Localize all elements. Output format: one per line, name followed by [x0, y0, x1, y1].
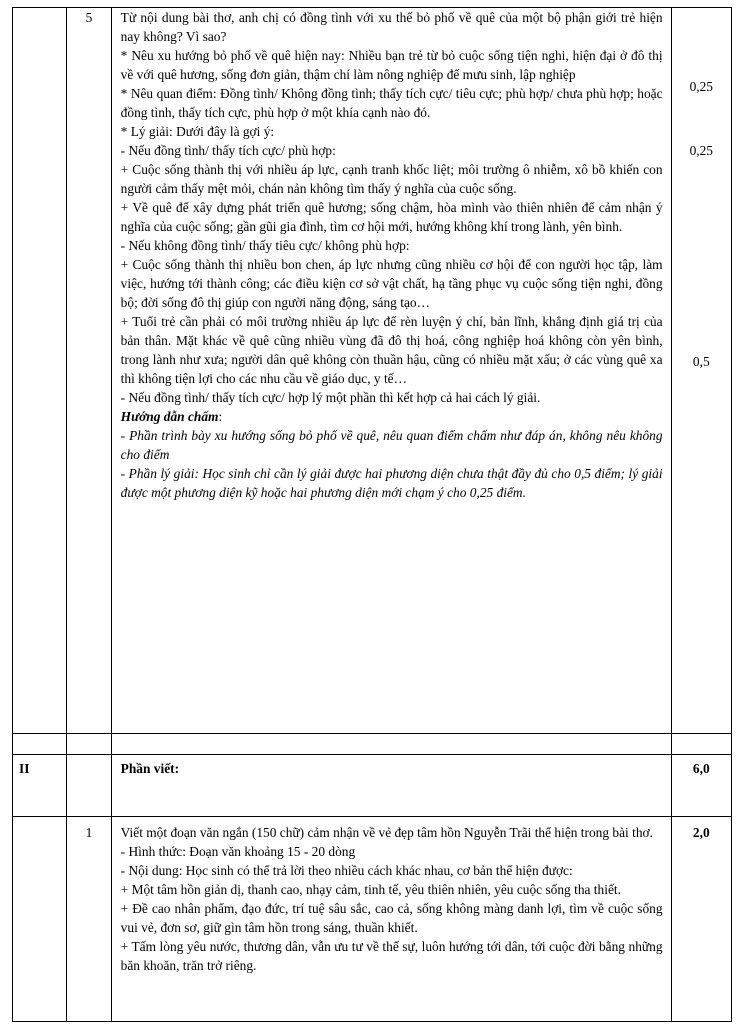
question-1-score: 2,0 [692, 825, 710, 840]
part-2-title: Phần viết: [120, 761, 180, 776]
part-2-title-cell [111, 755, 671, 817]
question-1-form: - Hình thức: Đoạn văn khoảng 15 - 20 dòng [120, 844, 356, 859]
grading-guide-2: - Phần lý giải: Học sinh chỉ cần lý giải được hai phương diện chưa thật đầy đủ cho 0,5 điểm; lý giải được một phương diện kỹ hoặc hai phương diện mới chạm ý cho 0,25 điểm. [120, 466, 663, 500]
question-1-content: - Nội dung: Học sinh có thể trả lời theo nhiều cách khác nhau, cơ bản thể hiện được: [120, 863, 573, 878]
question-1-score-cell [671, 817, 731, 1022]
score-reasoning: 0,5 [692, 354, 710, 369]
question-1-number: 1 [85, 825, 93, 840]
question-5-reason-intro: * Lý giải: Dưới đây là gợi ý: [120, 124, 275, 139]
question-5-agree-point-2: + Về quê để xây dựng phát triển quê hương; sống chậm, hòa mình vào thiên nhiên để cảm nhận ý nghĩa của cuộc sống; gần gũi gia đình, tìm cơ hội mới, hướng không khí trong lành, yên bình. [120, 200, 663, 234]
question-5-score-cell [671, 8, 731, 734]
question-5-agree-heading: - Nếu đồng tình/ thấy tích cực/ phù hợp: [120, 143, 336, 158]
spacer-row [13, 734, 732, 755]
score-viewpoint: 0,25 [689, 143, 713, 158]
question-5-number: 5 [85, 10, 93, 25]
part-2-roman: II [19, 761, 30, 776]
part-2-row [13, 755, 732, 817]
answer-key-table [12, 7, 732, 1022]
question-5-row [13, 8, 732, 734]
score-trend: 0,25 [689, 79, 713, 94]
question-5-disagree-point-1: + Cuộc sống thành thị nhiều bon chen, áp lực nhưng cũng nhiều cơ hội để con người học tập, làm việc, hướng tới thành công; các điều kiện cơ sở vật chất, hạ tầng phục vụ cuộc sống tiện nghi, đồng bộ; đời sống đô thị giúp con người năng động, sáng tạo… [120, 257, 663, 310]
grading-guide-1: - Phần trình bày xu hướng sống bỏ phố về quê, nêu quan điểm chấm như đáp án, không nêu không cho điểm [120, 428, 663, 462]
section-cell-empty-2 [13, 817, 67, 1022]
grading-guide-heading: Hướng dẫn chấm: [120, 409, 223, 424]
question-5-number-cell [67, 8, 111, 734]
question-5-agree-point-1: + Cuộc sống thành thị với nhiều áp lực, cạnh tranh khốc liệt; môi trường ô nhiễm, xô bồ khiến con người cảm thấy mệt mỏi, chán nản không tìm thấy ý nghĩa của cuộc sống. [120, 162, 663, 196]
question-5-disagree-heading: - Nếu không đồng tình/ thấy tiêu cực/ không phù hợp: [120, 238, 410, 253]
section-cell-empty [13, 8, 67, 734]
question-5-disagree-point-2: + Tuổi trẻ cần phải có môi trường nhiều áp lực để rèn luyện ý chí, bản lĩnh, khẳng định giá trị của bản thân. Mặt khác về quê cũng nhiều vùng đã đô thị hoá, công nghiệp hoá không còn yên bình, trong lành như xưa; người dân quê không còn thuần hậu, cũng có nhiều mặt xấu; ở các vùng quê xa thì không tiện lợi cho các nhu cầu về giáo dục, y tế… [120, 314, 663, 386]
question-1-row [13, 817, 732, 1022]
question-5-trend: * Nêu xu hướng bỏ phố về quê hiện nay: Nhiều bạn trẻ từ bỏ cuộc sống tiện nghi, hiện đại ở đô thị về với quê hương, sống đơn giản, thậm chí làm nông nghiệp để mưu sinh, lập nghiệp [120, 48, 663, 82]
question-5-partial: - Nếu đồng tình/ thấy tích cực/ hợp lý một phần thì kết hợp cả hai cách lý giải. [120, 390, 541, 405]
part-2-roman-cell [13, 755, 67, 817]
question-5-viewpoint: * Nêu quan điểm: Đồng tình/ Không đồng tình; thấy tích cực/ tiêu cực; phù hợp/ chưa phù hợp; hoặc đồng tình, thấy tích cực, phù hợp ở một khía cạnh nào đó. [120, 86, 663, 120]
question-1-point-2: + Đề cao nhân phẩm, đạo đức, trí tuệ sâu sắc, cao cả, sống không màng danh lợi, tìm về cuộc sống vui vẻ, đơn sơ, giữ gìn tâm hồn trong sáng, thuần khiết. [120, 901, 663, 935]
question-1-prompt: Viết một đoạn văn ngắn (150 chữ) cảm nhận về vẻ đẹp tâm hồn Nguyễn Trãi thể hiện trong bài thơ. [120, 825, 653, 840]
question-1-number-cell [67, 817, 111, 1022]
part-2-score: 6,0 [692, 761, 710, 776]
question-1-content-cell [111, 817, 671, 1022]
question-1-point-1: + Một tâm hồn giản dị, thanh cao, nhạy cảm, tinh tế, yêu thiên nhiên, yêu cuộc sống tha thiết. [120, 882, 621, 897]
question-5-content-cell [111, 8, 671, 734]
question-5-prompt: Từ nội dung bài thơ, anh chị có đồng tình với xu thế bỏ phố về quê của một bộ phận giới trẻ hiện nay không? Vì sao? [120, 10, 663, 44]
part-2-score-cell [671, 755, 731, 817]
question-1-point-3: + Tấm lòng yêu nước, thương dân, vẫn ưu tư về thế sự, luôn hướng tới dân, tới cuộc đời bằng những băn khoăn, trăn trở riêng. [120, 939, 663, 973]
